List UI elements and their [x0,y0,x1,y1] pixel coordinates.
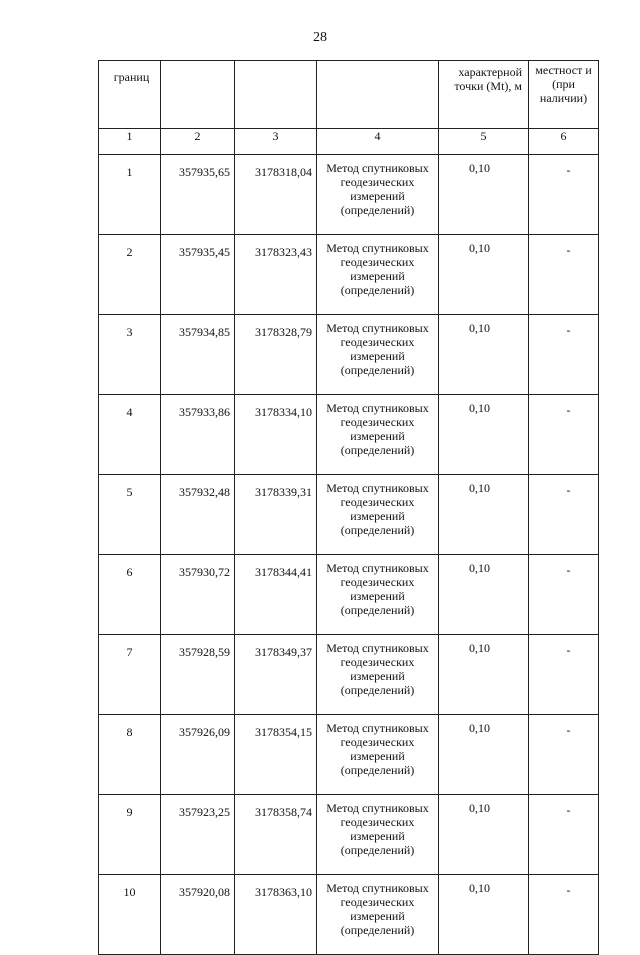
x-coordinate-cell: 357923,25 [161,795,235,875]
method-cell: Метод спутниковых геодезических измерений (определений) [317,315,439,395]
header-cell-3 [235,61,317,129]
header-cell-2 [161,61,235,129]
point-number-cell: 1 [99,155,161,235]
header-row [99,61,599,129]
table-row [99,875,599,955]
table-row [99,315,599,395]
method-cell: Метод спутниковых геодезических измерений (определений) [317,395,439,475]
method-cell: Метод спутниковых геодезических измерений (определений) [317,635,439,715]
y-coordinate-cell: 3178328,79 [235,315,317,395]
accuracy-cell: 0,10 [439,635,529,715]
point-number-cell: 4 [99,395,161,475]
y-coordinate-cell: 3178339,31 [235,475,317,555]
coordinates-table [98,60,599,955]
x-coordinate-cell: 357926,09 [161,715,235,795]
description-cell: - [529,795,599,875]
header-cell-4 [317,61,439,129]
y-coordinate-cell: 3178344,41 [235,555,317,635]
x-coordinate-cell: 357932,48 [161,475,235,555]
description-cell: - [529,155,599,235]
x-coordinate-cell: 357920,08 [161,875,235,955]
method-cell: Метод спутниковых геодезических измерений (определений) [317,795,439,875]
description-cell: - [529,235,599,315]
y-coordinate-cell: 3178354,15 [235,715,317,795]
y-coordinate-cell: 3178349,37 [235,635,317,715]
point-number-cell: 10 [99,875,161,955]
y-coordinate-cell: 3178323,43 [235,235,317,315]
y-coordinate-cell: 3178363,10 [235,875,317,955]
table-row [99,235,599,315]
header-cell-1: границ [99,61,161,129]
header-cell-5: характерной точки (Mt), м [439,61,529,129]
page-number: 28 [313,30,327,45]
point-number-cell: 2 [99,235,161,315]
accuracy-cell: 0,10 [439,235,529,315]
description-cell: - [529,475,599,555]
accuracy-cell: 0,10 [439,155,529,235]
method-cell: Метод спутниковых геодезических измерений (определений) [317,235,439,315]
column-number: 1 [99,129,161,155]
accuracy-cell: 0,10 [439,395,529,475]
table-row [99,155,599,235]
point-number-cell: 9 [99,795,161,875]
y-coordinate-cell: 3178334,10 [235,395,317,475]
description-cell: - [529,395,599,475]
description-cell: - [529,555,599,635]
method-cell: Метод спутниковых геодезических измерений (определений) [317,875,439,955]
accuracy-cell: 0,10 [439,555,529,635]
y-coordinate-cell: 3178358,74 [235,795,317,875]
description-cell: - [529,315,599,395]
column-number: 5 [439,129,529,155]
table-row [99,475,599,555]
point-number-cell: 7 [99,635,161,715]
table-row [99,555,599,635]
column-number: 6 [529,129,599,155]
method-cell: Метод спутниковых геодезических измерений (определений) [317,155,439,235]
column-number-row [99,129,599,155]
accuracy-cell: 0,10 [439,875,529,955]
method-cell: Метод спутниковых геодезических измерений (определений) [317,715,439,795]
x-coordinate-cell: 357933,86 [161,395,235,475]
x-coordinate-cell: 357935,65 [161,155,235,235]
method-cell: Метод спутниковых геодезических измерений (определений) [317,475,439,555]
y-coordinate-cell: 3178318,04 [235,155,317,235]
point-number-cell: 5 [99,475,161,555]
header-cell-6: местност и (при наличии) [529,61,599,129]
x-coordinate-cell: 357930,72 [161,555,235,635]
table-row [99,395,599,475]
description-cell: - [529,715,599,795]
table-row [99,635,599,715]
method-cell: Метод спутниковых геодезических измерений (определений) [317,555,439,635]
column-number: 3 [235,129,317,155]
table-row [99,715,599,795]
column-number: 2 [161,129,235,155]
accuracy-cell: 0,10 [439,715,529,795]
x-coordinate-cell: 357928,59 [161,635,235,715]
accuracy-cell: 0,10 [439,475,529,555]
accuracy-cell: 0,10 [439,795,529,875]
accuracy-cell: 0,10 [439,315,529,395]
table-row [99,795,599,875]
description-cell: - [529,635,599,715]
description-cell: - [529,875,599,955]
point-number-cell: 3 [99,315,161,395]
x-coordinate-cell: 357935,45 [161,235,235,315]
x-coordinate-cell: 357934,85 [161,315,235,395]
column-number: 4 [317,129,439,155]
point-number-cell: 8 [99,715,161,795]
point-number-cell: 6 [99,555,161,635]
